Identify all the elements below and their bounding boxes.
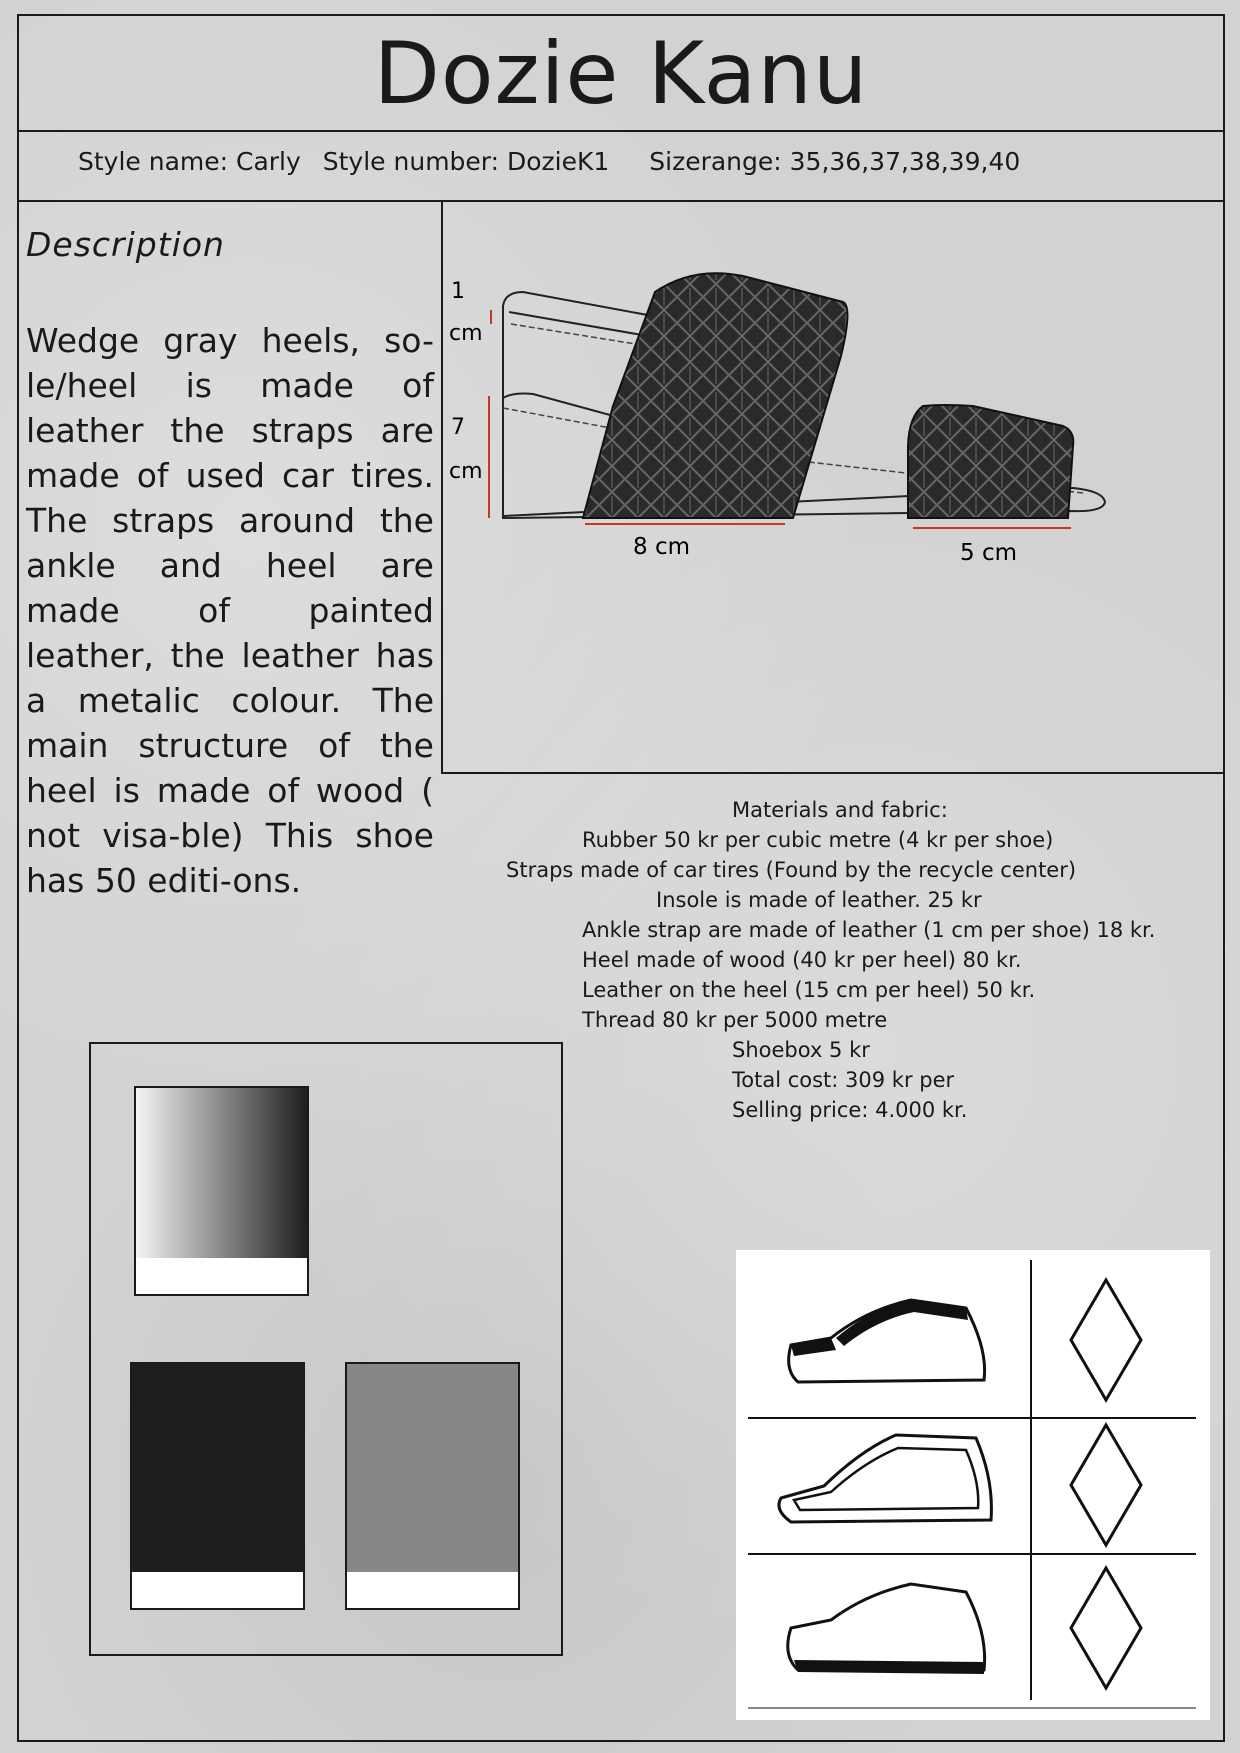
gray-swatch-fill [347,1364,518,1572]
material-line: Shoebox 5 kr [732,1038,870,1062]
materials-heading: Materials and fabric: [732,798,948,822]
shoe-drawing-svg [443,206,1225,772]
gradient-swatch-fill [136,1088,307,1258]
diamond-symbol-icon [1071,1568,1141,1688]
shoe-upper-icon [789,1300,985,1382]
page-title: Dozie Kanu [373,24,869,124]
shoe-technical-drawing [443,206,1225,772]
style-number: Style number: DozieK1 [322,147,610,176]
description-body: Wedge gray heels, so-le/heel is made of leather the straps are made of used car tires. The straps around the ankle and heel are made of painted leather, the leather has a metalic colour. The main structure of the heel is made of wood ( not visa-ble) This shoe has 50 editi-ons. [26,321,434,900]
shoe-care-panel [736,1250,1210,1720]
material-line: Straps made of car tires (Found by the recycle center) [506,858,1077,882]
material-line: Thread 80 kr per 5000 metre [582,1008,888,1032]
toe-width-label: 5 cm [960,540,1017,566]
description-heading: Description [26,225,225,264]
shoe-sole-icon [788,1584,985,1674]
black-swatch-fill [132,1364,303,1572]
material-line: Heel made of wood (40 kr per heel) 80 kr. [582,948,1022,972]
diagram-bottom-divider [441,772,1225,774]
gray-swatch [345,1362,520,1610]
ankle-strap-stitch [511,324,648,346]
heel-height-unit: cm [449,459,483,484]
material-line: Leather on the heel (15 cm per heel) 50 kr. [582,978,1036,1002]
ankle-strap [509,312,648,336]
strap-height-unit: cm [449,321,483,346]
material-line: Ankle strap are made of leather (1 cm per shoe) 18 kr. [582,918,1156,942]
style-info-row [78,147,1034,176]
material-line: Rubber 50 kr per cubic metre (4 kr per shoe) [582,828,1054,852]
style-name: Style name: Carly [78,147,301,176]
gradient-swatch [134,1086,309,1296]
size-range: Sizerange: 35,36,37,38,39,40 [649,147,1021,176]
care-symbols-svg [736,1250,1210,1720]
diamond-symbol-icon [1071,1425,1141,1545]
title-divider [17,130,1225,132]
selling-price: Selling price: 4.000 kr. [732,1098,968,1122]
shoe-lining-icon [779,1435,991,1522]
black-swatch [130,1362,305,1610]
toe-tire-strap [908,405,1073,518]
style-row-divider [17,200,1225,202]
heel-height-value: 7 [451,415,465,440]
materials-list [500,795,1156,1125]
heel-width-label: 8 cm [633,534,690,560]
color-swatch-panel [89,1042,563,1656]
total-cost: Total cost: 309 kr per [732,1068,955,1092]
strap-height-value: 1 [451,279,465,304]
material-line: Insole is made of leather. 25 kr [656,888,982,912]
diamond-symbol-icon [1071,1280,1141,1400]
